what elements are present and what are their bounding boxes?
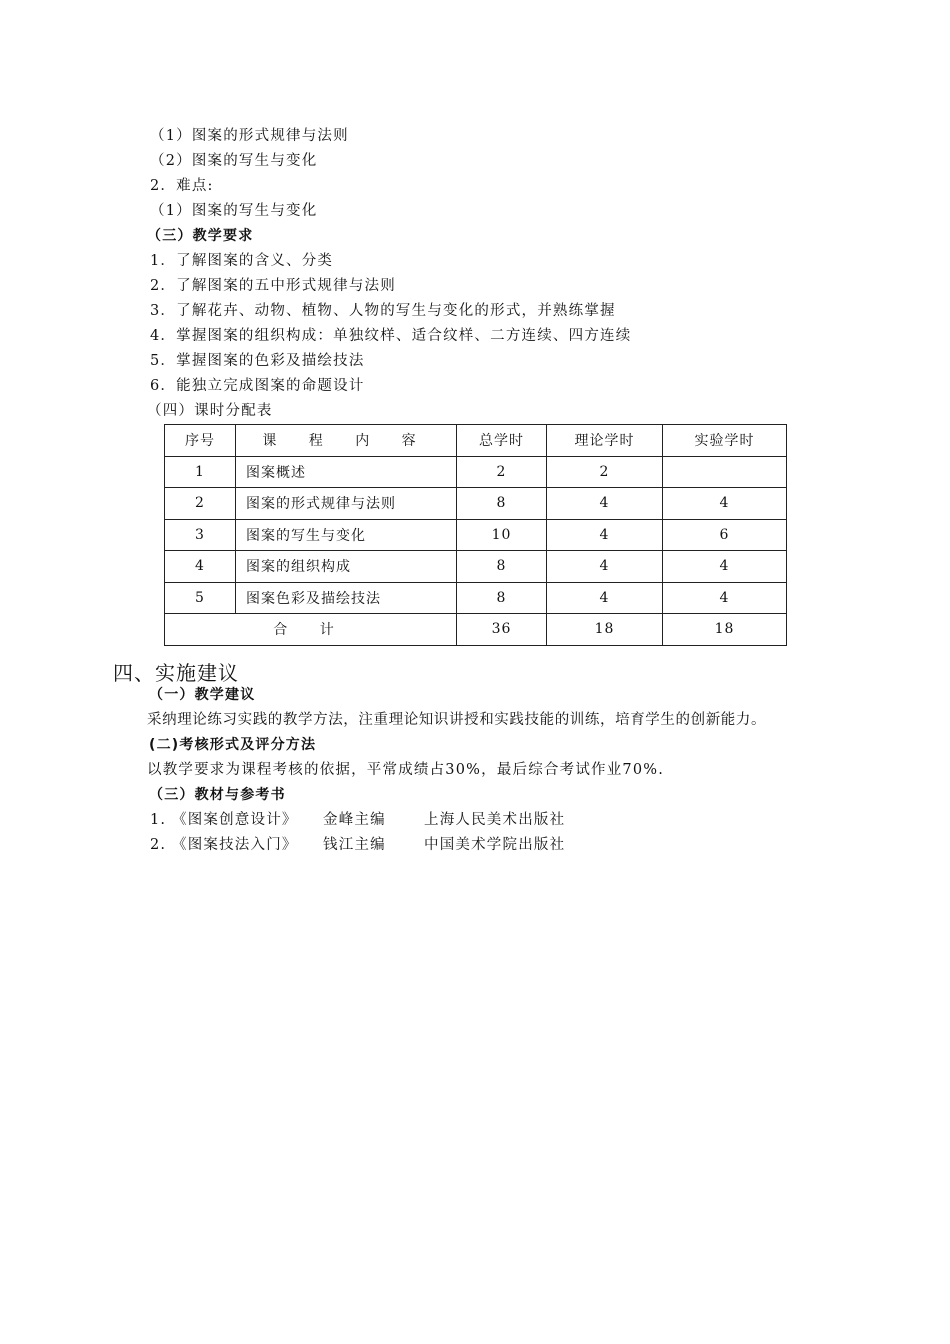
list-item: （1）图案的形式规律与法则	[150, 128, 349, 144]
table-cell: 4	[663, 582, 787, 614]
table-cell: 4	[547, 582, 663, 614]
paragraph: 采纳理论练习实践的教学方法，注重理论知识讲授和实践技能的训练，培育学生的创新能力。	[147, 712, 767, 728]
table-cell: 4	[663, 488, 787, 520]
table-header-row	[165, 425, 787, 457]
table-cell: 4	[547, 488, 663, 520]
reference-item	[150, 810, 565, 830]
list-item: 2．了解图案的五中形式规律与法则	[150, 278, 396, 294]
list-item: （1）图案的写生与变化	[150, 203, 318, 219]
table-cell: 8	[457, 488, 547, 520]
table-cell: 10	[457, 519, 547, 551]
table-row	[165, 582, 787, 614]
header-cell: 实验学时	[663, 425, 787, 457]
table-cell: 4	[165, 551, 236, 583]
table-cell: 2	[165, 488, 236, 520]
ref-number: 1.	[150, 812, 167, 828]
table-cell: 图案的形式规律与法则	[236, 488, 457, 520]
table-cell: 18	[663, 614, 787, 646]
table-cell: 图案的组织构成	[236, 551, 457, 583]
section-heading: (二)考核形式及评分方法	[149, 737, 317, 753]
table-cell: 5	[165, 582, 236, 614]
ref-publisher: 上海人民美术出版社	[424, 812, 566, 828]
header-cell: 课 程 内 容	[236, 425, 457, 457]
list-item: 6．能独立完成图案的命题设计	[150, 378, 365, 394]
section-heading: （三）教学要求	[147, 228, 254, 244]
table-cell: 4	[663, 551, 787, 583]
paragraph: 以教学要求为课程考核的依据，平常成绩占30%，最后综合考试作业70%.	[147, 762, 665, 778]
table-cell: 6	[663, 519, 787, 551]
table-cell: 4	[547, 551, 663, 583]
list-item: 2．难点:	[150, 178, 214, 194]
list-item: 1．了解图案的含义、分类	[150, 253, 334, 269]
table-cell: 8	[457, 582, 547, 614]
chapter-title: 四、实施建议	[113, 661, 239, 685]
section-heading: （一）教学建议	[149, 687, 256, 703]
table-cell: 18	[547, 614, 663, 646]
table-row	[165, 456, 787, 488]
table-cell	[663, 456, 787, 488]
header-cell: 总学时	[457, 425, 547, 457]
table-cell: 4	[547, 519, 663, 551]
table-cell: 图案概述	[236, 456, 457, 488]
ref-publisher: 中国美术学院出版社	[424, 837, 566, 853]
table-cell: 2	[547, 456, 663, 488]
table-cell: 8	[457, 551, 547, 583]
table-cell: 2	[457, 456, 547, 488]
schedule-table	[164, 424, 787, 646]
header-cell: 序号	[165, 425, 236, 457]
list-item: 4．掌握图案的组织构成：单独纹样、适合纹样、二方连续、四方连续	[150, 328, 632, 344]
ref-number: 2.	[150, 837, 167, 853]
table-cell: 3	[165, 519, 236, 551]
list-item: 5．掌握图案的色彩及描绘技法	[150, 353, 365, 369]
table-cell: 图案色彩及描绘技法	[236, 582, 457, 614]
table-cell: 1	[165, 456, 236, 488]
header-cell: 理论学时	[547, 425, 663, 457]
table-cell: 36	[457, 614, 547, 646]
table-cell: 图案的写生与变化	[236, 519, 457, 551]
section-heading: （三）教材与参考书	[149, 787, 286, 803]
ref-book: 《图案创意设计》	[172, 812, 298, 828]
reference-item	[150, 835, 565, 855]
ref-author: 钱江主编	[323, 837, 386, 853]
list-item: 3．了解花卉、动物、植物、人物的写生与变化的形式，并熟练掌握	[150, 303, 616, 319]
table-row	[165, 488, 787, 520]
table-row	[165, 551, 787, 583]
table-row	[165, 519, 787, 551]
list-item: （2）图案的写生与变化	[150, 153, 318, 169]
ref-author: 金峰主编	[323, 812, 386, 828]
table-caption: （四）课时分配表	[147, 403, 273, 419]
total-label: 合 计	[165, 614, 457, 646]
table-total-row	[165, 614, 787, 646]
ref-book: 《图案技法入门》	[172, 837, 298, 853]
